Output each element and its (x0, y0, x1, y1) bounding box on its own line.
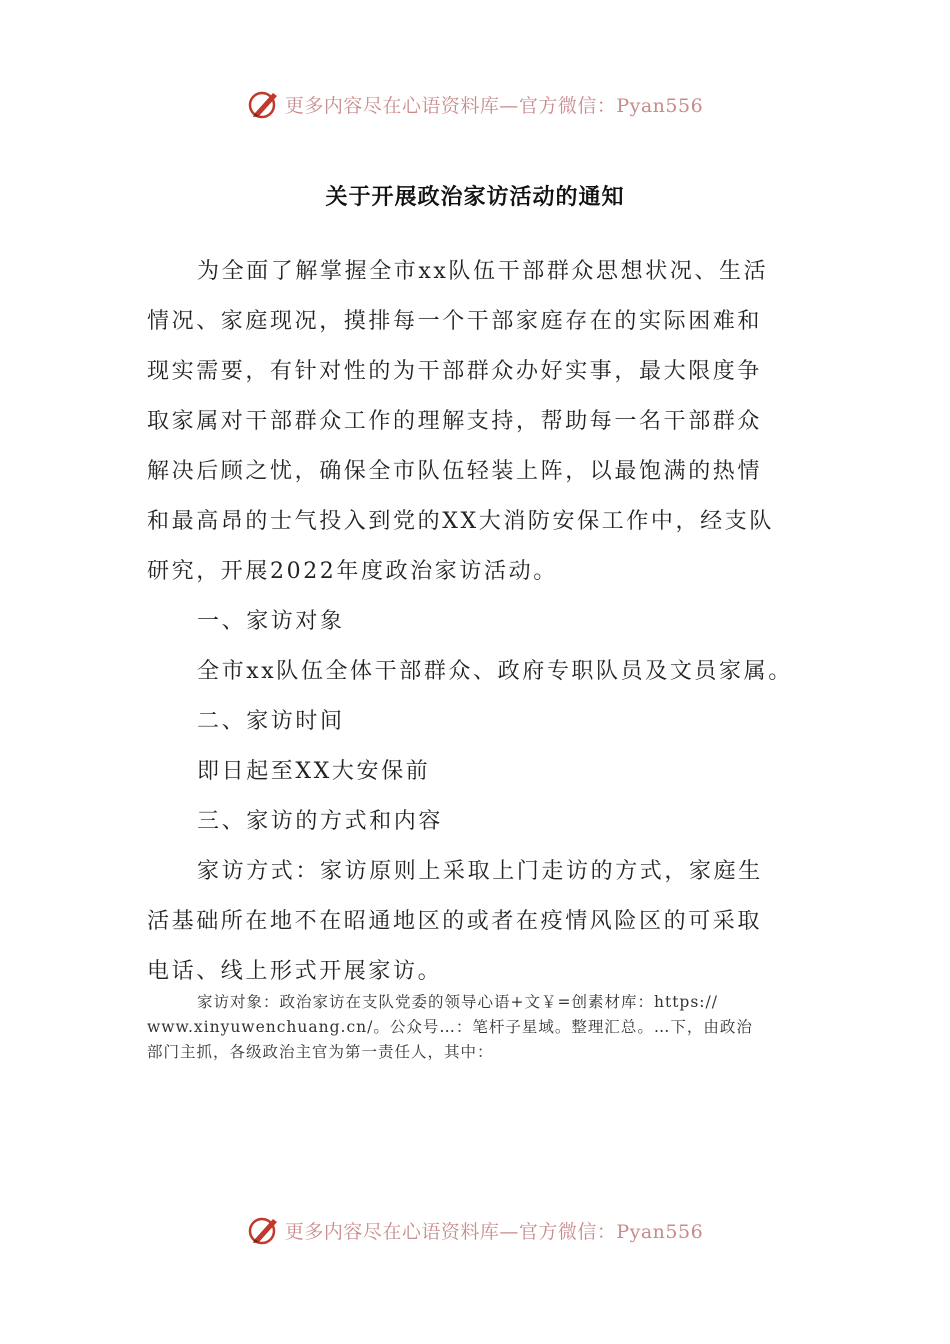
document-title: 关于开展政治家访活动的通知 (325, 185, 625, 210)
note-line: 部门主抓，各级政治主官为第一责任人，其中： (147, 1043, 494, 1061)
section3-paragraph-cont (147, 897, 817, 997)
watermark-text: 更多内容尽在心语资料库—官方微信：Pyan556 (284, 1220, 704, 1243)
intro-line: 情况、家庭现况，摸排每一个干部家庭存在的实际困难和 (147, 309, 763, 334)
section3-line: 家访方式：家访原则上采取上门走访的方式，家庭生 (197, 859, 763, 884)
document-body (147, 247, 817, 997)
section3-paragraph (147, 847, 817, 897)
pen-circle-logo-icon (247, 1213, 281, 1247)
section1-heading: 一、家访对象 (197, 609, 345, 634)
section2-text: 即日起至XX大安保前 (197, 759, 431, 784)
intro-line: 和最高昂的士气投入到党的XX大消防安保工作中，经支队 (147, 509, 774, 534)
note-line: www.xinyuwenchuang.cn/。公众号…：笔杆子星域。整理汇总。…下，由政治 (147, 1018, 753, 1036)
watermark-text: 更多内容尽在心语资料库—官方微信：Pyan556 (284, 94, 704, 117)
section3-line: 电话、线上形式开展家访。 (147, 959, 443, 984)
intro-paragraph-cont (147, 297, 817, 597)
section1-text: 全市xx队伍全体干部群众、政府专职队员及文员家属。 (197, 659, 793, 684)
section2-heading: 二、家访时间 (197, 709, 345, 734)
pen-circle-logo-icon (247, 87, 281, 121)
section3-line: 活基础所在地不在昭通地区的或者在疫情风险区的可采取 (147, 909, 763, 934)
intro-line: 取家属对干部群众工作的理解支持，帮助每一名干部群众 (147, 409, 763, 434)
section3-heading: 三、家访的方式和内容 (197, 809, 444, 834)
note-line: 家访对象：政治家访在支队党委的领导心语+文￥=创素材库：https:// (197, 993, 718, 1011)
intro-line: 为全面了解掌握全市xx队伍干部群众思想状况、生活 (197, 259, 769, 284)
watermark-header (0, 84, 950, 124)
intro-paragraph (147, 247, 817, 297)
watermark-footer (0, 1210, 950, 1250)
intro-line: 研究，开展2022年度政治家访活动。 (147, 559, 558, 584)
intro-line: 解决后顾之忧，确保全市队伍轻装上阵，以最饱满的热情 (147, 459, 763, 484)
document-note (147, 990, 797, 1065)
intro-line: 现实需要，有针对性的为干部群众办好实事，最大限度争 (147, 359, 763, 384)
